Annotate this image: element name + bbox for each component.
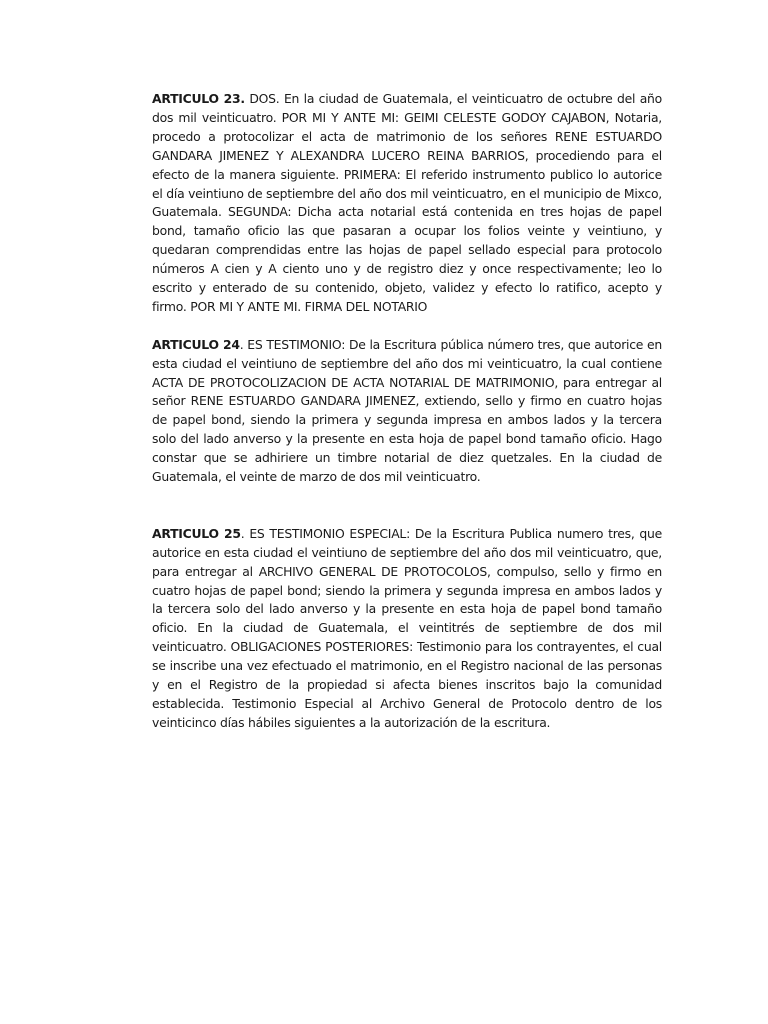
articulo-23-text: DOS. En la ciudad de Guatemala, el veinticuatro de octubre del año dos mil veinticuatro. POR MI Y ANTE MI: GEIMI CELESTE GODOY CAJABON, Notaria, procedo a protocolizar el acta de matrimonio de los señores RENE ESTUARDO GANDARA JIMENEZ Y ALEXANDRA LUCERO REINA BARRIOS, procediendo para el efecto de la manera siguiente. PRIMERA: El referido instrumento publico lo autorice el día veintiuno de septiembre del año dos mil veinticuatro, en el municipio de Mixco, Guatemala. SEGUNDA: Dicha acta notarial está contenida en tres hojas de papel bond, tamaño oficio las que pasaran a ocupar los folios veinte y veintiuno, y quedaran comprendidas entre las hojas de papel sellado especial para protocolo números A cien y A ciento uno y de registro diez y once respectivamente; leo lo escrito y enterado de su contenido, objeto, validez y efecto lo ratifico, acepto y firmo. POR MI Y ANTE MI. FIRMA DEL NOTARIO — [152, 91, 662, 314]
articulo-25-heading: ARTICULO 25 — [152, 525, 241, 541]
document-body — [152, 90, 662, 733]
paragraph-articulo-25 — [152, 525, 662, 733]
articulo-25-text: . ES TESTIMONIO ESPECIAL: De la Escritura Publica numero tres, que autorice en esta ciudad el veintiuno de septiembre del año dos mil veinticuatro, que, para entregar al ARCHIVO GENERAL DE PROTOCOLOS, compulso, sello y firmo en cuatro hojas de papel bond; siendo la primera y segunda impresa en ambos lados y la tercera solo del lado anverso y la presente en esta hoja de papel bond tamaño oficio. En la ciudad de Guatemala, el veintitrés de septiembre de dos mil veinticuatro. OBLIGACIONES POSTERIORES: Testimonio para los contrayentes, el cual se inscribe una vez efectuado el matrimonio, en el Registro nacional de las personas y en el Registro de la propiedad si afecta bienes inscritos bajo la comunidad establecida. Testimonio Especial al Archivo General de Protocolo dentro de los veinticinco días hábiles siguientes a la autorización de la escritura. — [152, 525, 662, 730]
articulo-24-heading: ARTICULO 24 — [152, 336, 240, 352]
paragraph-articulo-23 — [152, 90, 662, 317]
paragraph-articulo-24 — [152, 336, 662, 487]
paragraph-spacer — [152, 487, 662, 525]
articulo-24-text: . ES TESTIMONIO: De la Escritura pública número tres, que autorice en esta ciudad el veintiuno de septiembre del año dos mi veinticuatro, la cual contiene ACTA DE PROTOCOLIZACION DE ACTA NOTARIAL DE MATRIMONIO, para entregar al señor RENE ESTUARDO GANDARA JIMENEZ, extiendo, sello y firmo en cuatro hojas de papel bond, siendo la primera y segunda impresa en ambos lados y la tercera solo del lado anverso y la presente en esta hoja de papel bond tamaño oficio. Hago constar que se adhiriere un timbre notarial de diez quetzales. En la ciudad de Guatemala, el veinte de marzo de dos mil veinticuatro. — [152, 336, 662, 485]
paragraph-spacer — [152, 317, 662, 336]
articulo-23-heading: ARTICULO 23. — [152, 91, 245, 106]
